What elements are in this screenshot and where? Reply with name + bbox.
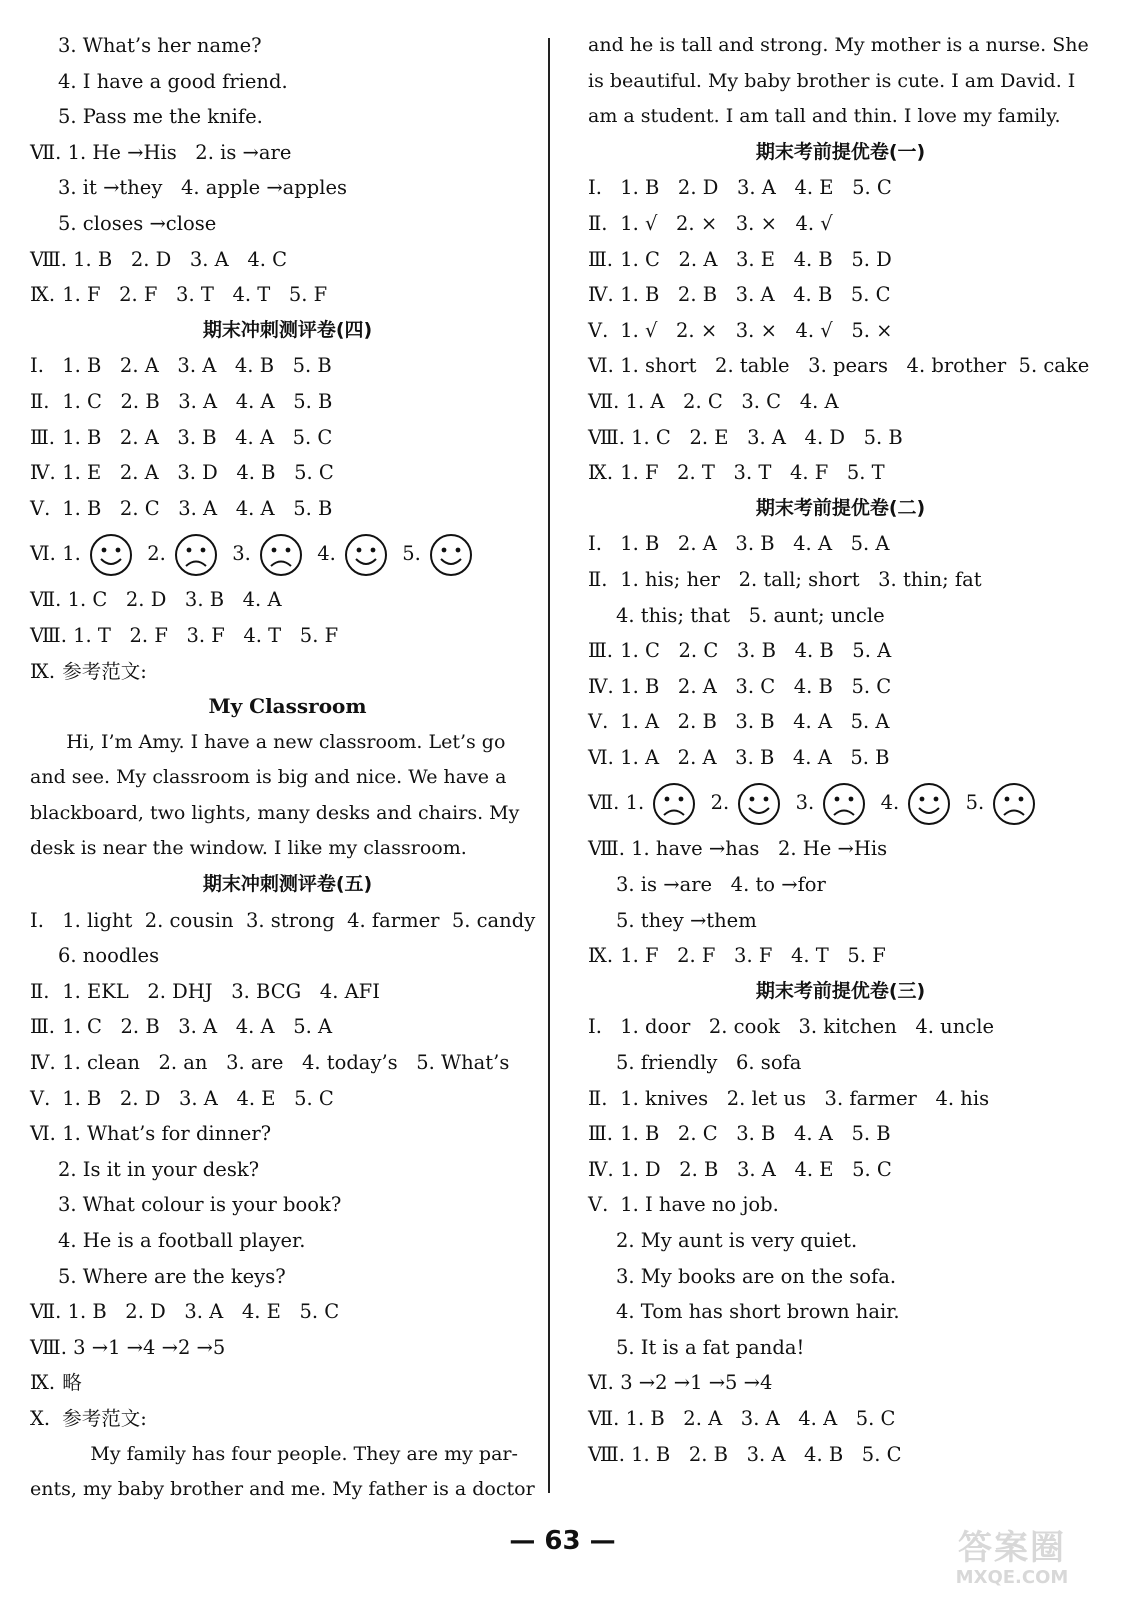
roman-numeral: Ⅲ.: [30, 1015, 56, 1039]
roman-numeral: Ⅷ.: [30, 1335, 67, 1359]
roman-numeral: Ⅲ.: [588, 1122, 614, 1146]
answer-line: [588, 420, 1093, 456]
answer-text: 1. B 2. A 3. B 4. A 5. A: [614, 532, 890, 556]
answer-text: 1. C 2. B 3. A 4. A 5. B: [56, 389, 333, 413]
roman-numeral: Ⅴ.: [30, 496, 51, 520]
answer-number: 3.: [789, 791, 821, 815]
sad-face-icon: [822, 782, 866, 826]
answer-text: 1. his; her 2. tall; short 3. thin; fat: [614, 567, 982, 591]
answer-line: [588, 562, 1093, 598]
answer-line: [30, 1045, 545, 1081]
answer-number: 1.: [619, 791, 651, 815]
roman-numeral: Ⅶ.: [30, 140, 62, 164]
answer-text: 1. B 2. C 3. A 4. A 5. B: [56, 496, 333, 520]
answer-line: [30, 654, 545, 690]
roman-numeral: Ⅱ.: [30, 979, 50, 1003]
roman-numeral: Ⅸ.: [30, 1371, 56, 1395]
answer-line: [30, 974, 545, 1010]
answer-line: [30, 1401, 545, 1437]
essay-paragraph-line: ents, my baby brother and me. My father is a doctor: [30, 1478, 535, 1501]
answer-line: 5. Pass me the knife.: [58, 105, 263, 129]
answer-line: [30, 455, 545, 491]
answer-text: 1. B 2. D 3. A 4. E 5. C: [56, 1086, 334, 1110]
answer-line: [30, 348, 545, 384]
answer-line: [588, 704, 1093, 740]
answer-number: 4.: [311, 542, 343, 566]
roman-numeral: Ⅶ.: [30, 588, 62, 612]
answer-text: 1. He →His 2. is →are: [61, 140, 292, 164]
answer-text: 1. I have no job.: [614, 1193, 779, 1217]
answer-text: 1. C 2. C 3. B 4. B 5. A: [614, 639, 892, 663]
answer-text: 1. T 2. F 3. F 4. T 5. F: [66, 623, 339, 647]
answer-text: 1. √ 2. × 3. × 4. √ 5. ×: [614, 318, 893, 342]
roman-numeral: Ⅱ.: [30, 389, 50, 413]
answer-line: 4. this; that 5. aunt; uncle: [616, 603, 885, 627]
answer-line: [588, 348, 1093, 384]
answer-line: [588, 1401, 1093, 1437]
roman-numeral: Ⅴ.: [30, 1086, 51, 1110]
answer-line: [588, 831, 1093, 867]
roman-numeral: Ⅶ.: [588, 389, 620, 413]
answer-text: 1. C 2. E 3. A 4. D 5. B: [624, 425, 903, 449]
roman-numeral: Ⅳ.: [588, 674, 614, 698]
roman-numeral: Ⅳ.: [588, 283, 614, 307]
answer-text: 参考范文:: [56, 659, 147, 683]
answer-text: 1. door 2. cook 3. kitchen 4. uncle: [614, 1015, 994, 1039]
answer-line: 6. noodles: [58, 944, 160, 968]
answer-line: [588, 669, 1093, 705]
answer-text: 1. B 2. A 3. A 4. B 5. B: [56, 354, 332, 378]
answer-line: 4. I have a good friend.: [58, 69, 288, 93]
answer-line: [588, 277, 1093, 313]
section-heading: 期末冲刺测评卷(四): [202, 318, 373, 341]
answer-line: [588, 455, 1093, 491]
watermark-url: MXQE.COM: [955, 1567, 1069, 1588]
answer-text: 1. short 2. table 3. pears 4. brother 5. cake: [614, 354, 1090, 378]
roman-numeral: Ⅵ.: [588, 745, 614, 769]
answer-line: [588, 633, 1093, 669]
answer-number: 5.: [396, 542, 428, 566]
roman-numeral: Ⅷ.: [588, 1442, 625, 1466]
roman-numeral: Ⅲ.: [30, 425, 56, 449]
roman-numeral: Ⅶ.: [588, 1406, 620, 1430]
answer-line: [30, 242, 545, 278]
answer-text: 1. F 2. F 3. F 4. T 5. F: [614, 944, 886, 968]
roman-numeral: Ⅴ.: [588, 710, 609, 734]
answer-text: 1. C 2. D 3. B 4. A: [61, 588, 282, 612]
answer-line: [30, 1365, 545, 1401]
roman-numeral: Ⅷ.: [30, 247, 67, 271]
answer-text: 1. F 2. T 3. T 4. F 5. T: [614, 461, 885, 485]
answer-line: 3. My books are on the sofa.: [616, 1264, 897, 1288]
roman-numeral: Ⅳ.: [30, 1051, 56, 1075]
answer-number: 5.: [959, 791, 991, 815]
answer-line: [588, 1009, 1093, 1045]
essay-paragraph-line: is beautiful. My baby brother is cute. I am David. I: [588, 69, 1076, 92]
answer-text: 1. A 2. A 3. B 4. A 5. B: [614, 745, 890, 769]
roman-numeral: Ⅱ.: [588, 567, 608, 591]
answer-text: 1. E 2. A 3. D 4. B 5. C: [56, 461, 334, 485]
section-heading: 期末冲刺测评卷(五): [202, 873, 373, 896]
essay-paragraph-line: My family has four people. They are my par-: [30, 1442, 518, 1465]
roman-numeral: Ⅴ.: [588, 1193, 609, 1217]
answer-line: [30, 1081, 545, 1117]
roman-numeral: Ⅰ.: [30, 908, 44, 932]
answer-line: [588, 384, 1093, 420]
roman-numeral: Ⅹ.: [30, 1406, 51, 1430]
roman-numeral: Ⅶ.: [588, 791, 620, 815]
answer-line: [588, 526, 1093, 562]
answer-line: 5. friendly 6. sofa: [616, 1051, 802, 1075]
answer-line: [588, 242, 1093, 278]
answer-text: 1. EKL 2. DHJ 3. BCG 4. AFI: [56, 979, 380, 1003]
roman-numeral: Ⅱ.: [588, 211, 608, 235]
roman-numeral: Ⅸ.: [30, 283, 56, 307]
answer-line: [588, 1116, 1093, 1152]
roman-numeral: Ⅳ.: [588, 1157, 614, 1181]
answer-line: [30, 582, 545, 618]
smiley-face-icon: [344, 533, 388, 577]
roman-numeral: Ⅵ.: [588, 354, 614, 378]
answer-text: 1. B 2. D 3. A 4. E 5. C: [614, 176, 892, 200]
essay-title: My Classroom: [208, 694, 367, 719]
roman-numeral: Ⅶ.: [30, 1300, 62, 1324]
roman-numeral: Ⅸ.: [30, 659, 56, 683]
roman-numeral: Ⅸ.: [588, 461, 614, 485]
essay-paragraph-line: desk is near the window. I like my classroom.: [30, 837, 467, 860]
answer-line: [30, 1116, 545, 1152]
answer-text: 1. B 2. D 3. A 4. C: [66, 247, 288, 271]
answer-line: [30, 1009, 545, 1045]
answer-text: 1. B 2. D 3. A 4. E 5. C: [61, 1300, 340, 1324]
roman-numeral: Ⅵ.: [588, 1371, 614, 1395]
answer-text: 1. light 2. cousin 3. strong 4. farmer 5. candy: [56, 908, 536, 932]
answer-text: 略: [56, 1371, 82, 1395]
answer-text: 1. B 2. C 3. B 4. A 5. B: [614, 1122, 891, 1146]
section-heading: 期末考前提优卷(三): [755, 979, 926, 1002]
sad-face-icon: [174, 533, 218, 577]
answer-line: [588, 1187, 1093, 1223]
roman-numeral: Ⅷ.: [588, 425, 625, 449]
answer-number: 3.: [226, 542, 258, 566]
answer-line: [30, 903, 545, 939]
answer-line: [588, 313, 1093, 349]
answer-number: 1.: [56, 542, 88, 566]
answer-text: 3 →1 →4 →2 →5: [66, 1335, 226, 1359]
answer-number: 2.: [141, 542, 173, 566]
roman-numeral: Ⅵ.: [30, 542, 56, 566]
answer-text: 1. C 2. A 3. E 4. B 5. D: [614, 247, 892, 271]
roman-numeral: Ⅲ.: [588, 639, 614, 663]
smiley-face-icon: [429, 533, 473, 577]
roman-numeral: Ⅸ.: [588, 944, 614, 968]
roman-numeral: Ⅰ.: [30, 354, 44, 378]
answer-text: 1. B 2. B 3. A 4. B 5. C: [614, 283, 891, 307]
answer-text: 1. clean 2. an 3. are 4. today’s 5. What’s: [56, 1051, 510, 1075]
column-divider: [548, 38, 550, 1493]
answer-text: 1. have →has 2. He →His: [624, 837, 888, 861]
answer-text: 1. C 2. B 3. A 4. A 5. A: [56, 1015, 333, 1039]
answer-number: 2.: [704, 791, 736, 815]
watermark-text: 答案圈: [958, 1528, 1066, 1568]
answer-line: 3. What colour is your book?: [58, 1193, 342, 1217]
sad-face-icon: [992, 782, 1036, 826]
answer-line: 3. is →are 4. to →for: [616, 873, 826, 897]
answer-line: 5. It is a fat panda!: [616, 1335, 805, 1359]
answer-text: 1. B 2. A 3. A 4. A 5. C: [619, 1406, 896, 1430]
answer-text: 3 →2 →1 →5 →4: [614, 1371, 773, 1395]
roman-numeral: Ⅱ.: [588, 1086, 608, 1110]
answer-line: [588, 1152, 1093, 1188]
roman-numeral: Ⅷ.: [588, 837, 625, 861]
answer-line: [30, 420, 545, 456]
essay-paragraph-line: and see. My classroom is big and nice. We have a: [30, 766, 507, 789]
answer-line: 2. Is it in your desk?: [58, 1157, 260, 1181]
sad-face-icon: [652, 782, 696, 826]
answer-line: 4. Tom has short brown hair.: [616, 1300, 900, 1324]
answer-line: [30, 491, 545, 527]
answer-text: 1. F 2. F 3. T 4. T 5. F: [56, 283, 328, 307]
essay-paragraph-line: and he is tall and strong. My mother is a nurse. She: [588, 34, 1089, 56]
answer-line: 3. What’s her name?: [58, 34, 262, 57]
sad-face-icon: [259, 533, 303, 577]
watermark-logo: [917, 1528, 1107, 1588]
roman-numeral: Ⅰ.: [588, 176, 602, 200]
answer-line: 5. Where are the keys?: [58, 1264, 286, 1288]
roman-numeral: Ⅰ.: [588, 532, 602, 556]
answer-line: [588, 206, 1093, 242]
roman-numeral: Ⅷ.: [30, 623, 67, 647]
faces-answer-row: [30, 526, 545, 582]
roman-numeral: Ⅰ.: [588, 1015, 602, 1039]
smiley-face-icon: [737, 782, 781, 826]
answer-line: [588, 1437, 1093, 1473]
smiley-face-icon: [89, 533, 133, 577]
roman-numeral: Ⅳ.: [30, 461, 56, 485]
answer-line: [588, 1081, 1093, 1117]
answer-line: [30, 1294, 545, 1330]
answer-text: 参考范文:: [56, 1406, 147, 1430]
answer-text: 1. A 2. C 3. C 4. A: [619, 389, 839, 413]
answer-text: 1. What’s for dinner?: [56, 1122, 272, 1146]
answer-text: 1. knives 2. let us 3. farmer 4. his: [614, 1086, 990, 1110]
page-number: — 63 —: [509, 1526, 616, 1556]
roman-numeral: Ⅴ.: [588, 318, 609, 342]
right-column: [588, 28, 1093, 1472]
answer-line: 2. My aunt is very quiet.: [616, 1229, 858, 1252]
answer-line: [30, 1330, 545, 1366]
answer-text: 1. B 2. A 3. B 4. A 5. C: [56, 425, 333, 449]
answer-line: [588, 740, 1093, 776]
answer-line: 5. they →them: [616, 908, 757, 932]
answer-line: [588, 1365, 1093, 1401]
answer-line: [30, 618, 545, 654]
essay-paragraph-line: Hi, I’m Amy. I have a new classroom. Let’s go: [30, 730, 506, 753]
answer-line: 5. closes →close: [58, 211, 217, 235]
answer-text: 1. B 2. A 3. C 4. B 5. C: [614, 674, 892, 698]
answer-text: 1. A 2. B 3. B 4. A 5. A: [614, 710, 890, 734]
essay-paragraph-line: blackboard, two lights, many desks and chairs. My: [30, 801, 520, 824]
answer-line: [588, 938, 1093, 974]
answer-line: 3. it →they 4. apple →apples: [58, 176, 348, 200]
roman-numeral: Ⅲ.: [588, 247, 614, 271]
section-heading: 期末考前提优卷(二): [755, 496, 926, 519]
answer-text: 1. √ 2. × 3. × 4. √: [614, 211, 833, 235]
section-heading: 期末考前提优卷(一): [755, 140, 926, 163]
answer-line: [588, 170, 1093, 206]
smiley-face-icon: [907, 782, 951, 826]
answer-text: 1. B 2. B 3. A 4. B 5. C: [624, 1442, 902, 1466]
roman-numeral: Ⅵ.: [30, 1122, 56, 1146]
answer-line: [30, 135, 545, 171]
answer-number: 4.: [874, 791, 906, 815]
answer-text: 1. D 2. B 3. A 4. E 5. C: [614, 1157, 892, 1181]
faces-answer-row: [588, 775, 1093, 831]
answer-line: [30, 384, 545, 420]
essay-paragraph-line: am a student. I am tall and thin. I love my family.: [588, 105, 1061, 128]
answer-line: 4. He is a football player.: [58, 1229, 306, 1252]
left-column: [30, 28, 545, 1508]
answer-line: [30, 277, 545, 313]
